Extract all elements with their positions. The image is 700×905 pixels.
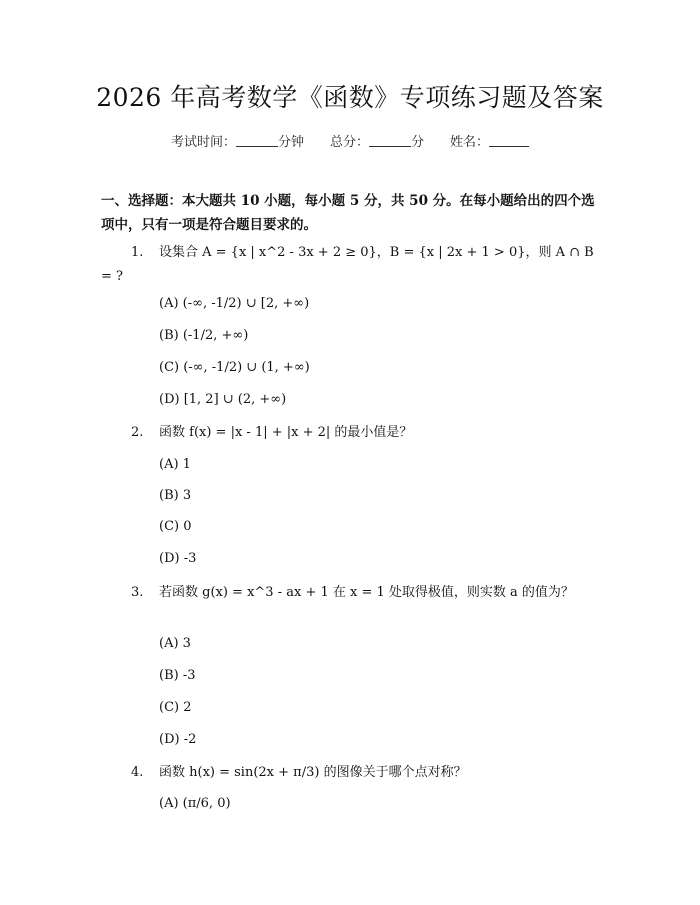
- student-name-label: 姓名：: [450, 135, 490, 150]
- question-text: 函数 f(x) = |x - 1| + |x + 2| 的最小值是？: [159, 425, 413, 440]
- question-number: 4.: [131, 765, 144, 780]
- question-3-option-c: (C) 2: [159, 700, 192, 715]
- question-3-option-d: (D) -2: [159, 732, 197, 747]
- question-number: 1.: [131, 245, 144, 260]
- section-heading: 一、选择题：本大题共 10 小题，每小题 5 分，共 50 分。在每小题给出的四个选项中，只有一项是符合题目要求的。: [101, 193, 595, 233]
- question-text: 若函数 g(x) = x^3 - ax + 1 在 x = 1 处取得极值，则实数 a 的值为？: [159, 585, 574, 600]
- total-score-unit: 分: [411, 135, 425, 150]
- question-1: [101, 241, 601, 289]
- exam-time-field: [171, 131, 304, 150]
- question-2: [101, 421, 601, 445]
- exam-time-unit: 分钟: [277, 135, 304, 150]
- exam-time-blank: [236, 134, 278, 147]
- total-score-label: 总分：: [329, 135, 369, 150]
- exam-info-row: [0, 131, 700, 150]
- question-2-option-d: (D) -3: [159, 551, 197, 566]
- question-4: [101, 761, 601, 785]
- question-2-option-a: (A) 1: [159, 457, 191, 472]
- question-number: 2.: [131, 425, 144, 440]
- question-1-option-d: (D) [1, 2] ∪ (2, +∞): [159, 392, 287, 407]
- question-2-option-b: (B) 3: [159, 488, 192, 503]
- total-score-blank: [369, 134, 411, 147]
- question-text: 设集合 A = {x | x^2 - 3x + 2 ≥ 0}，B = {x | 2x + 1 > 0}，则 A ∩ B = ?: [101, 245, 594, 284]
- question-1-option-c: (C) (-∞, -1/2) ∪ (1, +∞): [159, 360, 310, 375]
- question-1-option-b: (B) (-1/2, +∞): [159, 328, 249, 343]
- question-number: 3.: [131, 585, 144, 600]
- question-1-option-a: (A) (-∞, -1/2) ∪ [2, +∞): [159, 296, 310, 311]
- total-score-field: [330, 131, 424, 150]
- student-name-field: [450, 131, 529, 150]
- question-3-option-b: (B) -3: [159, 668, 196, 683]
- question-4-option-a: (A) (π/6, 0): [159, 796, 231, 811]
- page-title: 2026 年高考数学《函数》专项练习题及答案: [96, 83, 604, 112]
- question-2-option-c: (C) 0: [159, 519, 192, 534]
- question-text: 函数 h(x) = sin(2x + π/3) 的图像关于哪个点对称？: [159, 765, 467, 780]
- question-3: [101, 581, 601, 605]
- student-name-blank: [489, 134, 529, 147]
- question-3-option-a: (A) 3: [159, 636, 191, 651]
- exam-time-label: 考试时间：: [170, 135, 236, 150]
